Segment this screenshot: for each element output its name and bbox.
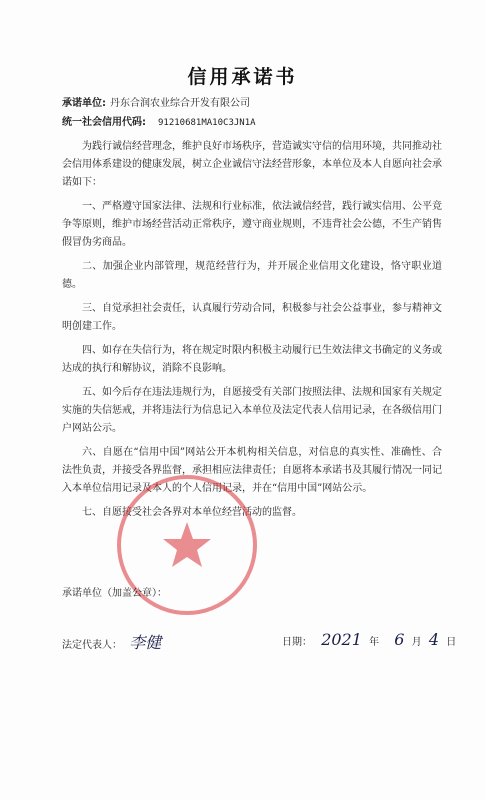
credit-code-line bbox=[62, 116, 445, 130]
commitment-item-7: 七、自愿接受社会各界对本单位经营活动的监督。 bbox=[82, 507, 302, 518]
date-line bbox=[282, 630, 456, 649]
unit-label: 承诺单位: bbox=[62, 98, 106, 109]
credit-code-label: 统一社会信用代码: bbox=[62, 117, 146, 128]
credit-code-value: 91210681MA10C3JN1A bbox=[158, 118, 256, 128]
commitment-item-3: 三、自觉承担社会责任，认真履行劳动合同，积极参与社会公益事业，参与精神文明创建工作。 bbox=[62, 303, 442, 332]
unit-name: 丹东合润农业综合开发有限公司 bbox=[110, 98, 250, 109]
legal-rep-line bbox=[62, 630, 161, 653]
intro-paragraph: 为践行诚信经营理念，维护良好市场秩序，营造诚实守信的信用环境，共同推动社会信用体系建设的健康发展，树立企业诚信守法经营形象，本单位及本人自愿向社会承诺如下： bbox=[62, 141, 442, 188]
seal-star-icon bbox=[163, 522, 211, 567]
date-day-unit: 日 bbox=[446, 637, 457, 648]
commitment-item-1: 一、严格遵守国家法律、法规和行业标准，依法诚信经营，践行诚实信用、公平竞争等原则，维护市场经营活动正常秩序，遵守商业规则，不违背社会公德，不生产销售假冒伪劣商品。 bbox=[62, 201, 442, 248]
date-label: 日期： bbox=[282, 637, 312, 648]
legal-rep-label: 法定代表人： bbox=[62, 640, 122, 651]
date-year-unit: 年 bbox=[369, 637, 380, 648]
seal-label: 承诺单位（加盖公章）： bbox=[62, 588, 167, 599]
commitment-item-6: 六、自愿在“信用中国”网站公开本机构相关信息，对信息的真实性、准确性、合法性负责，并接受各界监督，承担相应法律责任；自愿将本承诺书及其履行情况一同记入本单位信用记录及本人的个人信用记录，并在“信用中国”网站公示。 bbox=[62, 447, 442, 494]
legal-rep-signature: 李健 bbox=[129, 633, 162, 652]
date-month-unit: 月 bbox=[411, 637, 422, 648]
date-year: 2021 bbox=[321, 630, 362, 649]
date-day: 4 bbox=[428, 630, 440, 649]
commitment-item-5: 五、如今后存在违法违规行为，自愿接受有关部门按照法律、法规和国家有关规定实施的失信惩戒，并将违法行为信息记入本单位及法定代表人信用记录，在各级信用门户网站公示。 bbox=[62, 387, 442, 434]
date-month: 6 bbox=[394, 630, 405, 649]
document-title: 信用承诺书 bbox=[187, 66, 298, 88]
unit-line bbox=[62, 97, 445, 110]
commitment-item-2: 二、加强企业内部管理，规范经营行为，并开展企业信用文化建设，恪守职业道德。 bbox=[62, 261, 442, 290]
commitment-item-4: 四、如存在失信行为，将在规定时限内积极主动履行已生效法律文书确定的义务或达成的执行和解协议，消除不良影响。 bbox=[62, 345, 442, 374]
